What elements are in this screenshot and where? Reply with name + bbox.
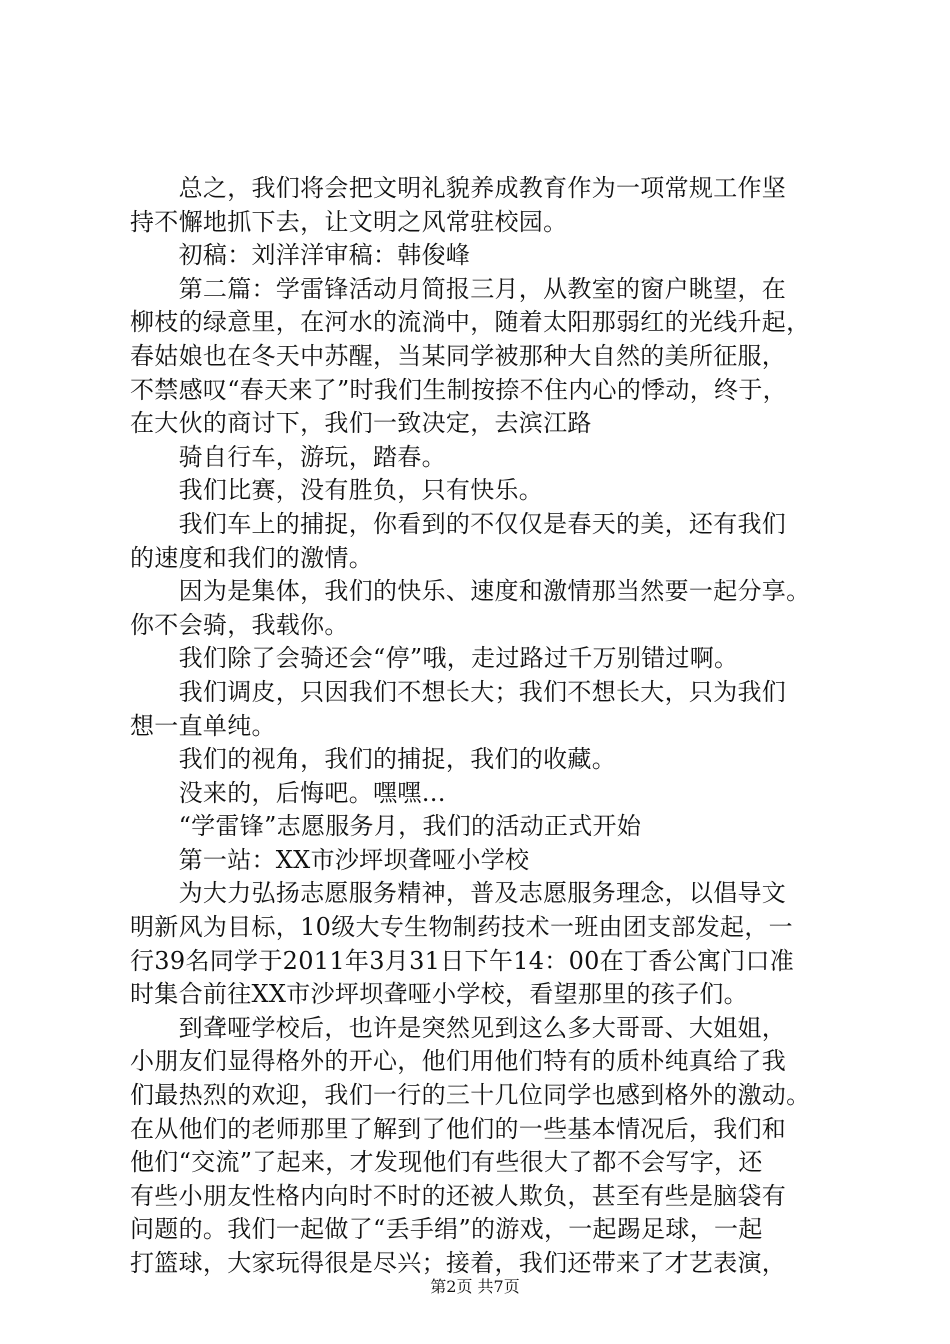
- text-line: 我们除了会骑还会“停”哦，走过路过千万别错过啊。: [130, 644, 739, 673]
- text-line: 我们比赛，没有胜负，只有快乐。: [130, 476, 544, 505]
- text-line: 在大伙的商讨下，我们一致决定，去滨江路: [130, 409, 592, 438]
- text-line: 们最热烈的欢迎，我们一行的三十几位同学也感到格外的激动。: [130, 1081, 811, 1110]
- text-line: “学雷锋”志愿服务月，我们的活动正式开始: [130, 812, 642, 841]
- text-line: 柳枝的绿意里，在河水的流淌中，随着太阳那弱红的光线升起，: [130, 308, 811, 337]
- text-line: 不禁感叹“春天来了”时我们生制按捺不住内心的悸动，终于，: [130, 375, 787, 404]
- text-line: 为大力弘扬志愿服务精神，普及志愿服务理念，以倡导文: [130, 879, 787, 908]
- document-body: [130, 172, 850, 1281]
- text-line: 明新风为目标，10级大专生物制药技术一班由团支部发起，一: [130, 913, 793, 942]
- text-line: 总之，我们将会把文明礼貌养成教育作为一项常规工作坚: [130, 174, 787, 202]
- text-line: 因为是集体，我们的快乐、速度和激情那当然要一起分享。: [130, 577, 811, 606]
- text-line: 想一直单纯。: [130, 711, 276, 740]
- text-line: 他们“交流”了起来，才发现他们有些很大了都不会写字，还: [130, 1148, 763, 1177]
- text-line: 时集合前往XX市沙坪坝聋哑小学校，看望那里的孩子们。: [130, 980, 748, 1009]
- text-line: 第一站：XX市沙坪坝聋哑小学校: [130, 845, 530, 874]
- text-line: 的速度和我们的激情。: [130, 543, 373, 572]
- text-line: 春姑娘也在冬天中苏醒，当某同学被那种大自然的美所征服，: [130, 341, 787, 370]
- text-line: 第二篇：学雷锋活动月简报三月，从教室的窗户眺望，在: [130, 274, 787, 303]
- text-line: 到聋哑学校后，也许是突然见到这么多大哥哥、大姐姐，: [130, 1013, 787, 1042]
- text-line: 我们调皮，只因我们不想长大；我们不想长大，只为我们: [130, 677, 787, 706]
- text-line: 持不懈地抓下去，让文明之风常驻校园。: [130, 207, 568, 236]
- text-line: 初稿：刘洋洋审稿：韩俊峰: [130, 241, 471, 270]
- text-line: 在从他们的老师那里了解到了他们的一些基本情况后，我们和: [130, 1114, 787, 1143]
- text-line: 问题的。我们一起做了“丢手绢”的游戏，一起踢足球，一起: [130, 1215, 763, 1244]
- text-line: 你不会骑，我载你。: [130, 610, 349, 639]
- text-line: 我们车上的捕捉，你看到的不仅仅是春天的美，还有我们: [130, 509, 787, 538]
- text-line: 我们的视角，我们的捕捉，我们的收藏。: [130, 745, 616, 774]
- text-line: 骑自行车，游玩，踏春。: [130, 442, 446, 471]
- text-line: 小朋友们显得格外的开心，他们用他们特有的质朴纯真给了我: [130, 1047, 787, 1076]
- text-line: 行39名同学于2011年3月31日下午14：00在丁香公寓门口准: [130, 946, 795, 975]
- text-line: 有些小朋友性格内向时不时的还被人欺负，甚至有些是脑袋有: [130, 1181, 787, 1210]
- page-footer: 第2页 共7页: [430, 1277, 520, 1296]
- text-line: 没来的，后悔吧。嘿嘿…: [130, 778, 446, 807]
- text-line: 打篮球，大家玩得很是尽兴；接着，我们还带来了才艺表演，: [130, 1249, 787, 1277]
